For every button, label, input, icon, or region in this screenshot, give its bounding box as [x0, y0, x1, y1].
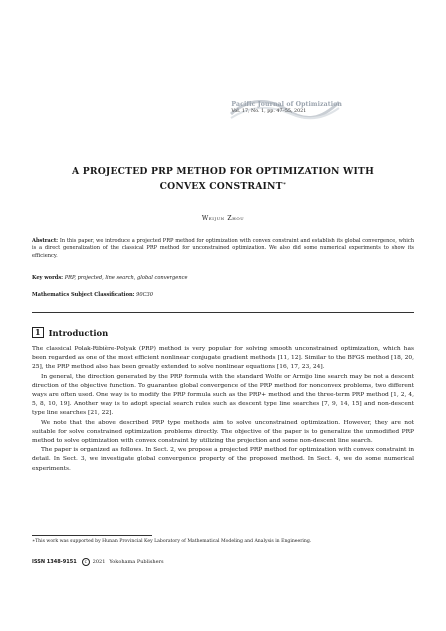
msc-classification: [32, 292, 414, 298]
footnote: ∗This work was supported by Hunan Provincial Key Laboratory of Mathematical Modeling and Analysis in Engineering.: [32, 539, 312, 544]
keywords-label: Key words:: [32, 275, 64, 281]
copyright-icon: c: [82, 558, 90, 566]
abstract: [32, 238, 414, 260]
paragraph: The classical Polak-Ribière-Polyak (PRP) method is very popular for solving smooth unconstrained optimization, which has been regarded as one of the most efficient nonlinear conjugate gradient methods [11, 12]. Similar to the BFGS method [18, 20, 25], the PRP method also has been greatly extended to solve nonlinear equations [16, 17, 23, 24].: [32, 346, 414, 371]
paragraph: We note that the above described PRP type methods aim to solve unconstrained optimization. However, they are not suitable for solve constrained optimization problems directly. The objective of the paper is to generalize the unmodified PRP method to solve optimization with convex constraint by utilizing the projection and some non-descent line search.: [32, 419, 414, 445]
author-name: Weijun Zhou: [201, 215, 245, 222]
publisher-name: Yokohama Publishers: [109, 559, 164, 565]
journal-name: Pacific Journal of Optimization: [231, 101, 342, 108]
keywords: [32, 275, 414, 281]
title-footnote-mark: ∗: [282, 181, 287, 187]
journal-header: [231, 101, 342, 114]
section-number: 1: [32, 327, 44, 338]
issn-line: [32, 558, 164, 566]
paragraph: In general, the direction generated by the PRP formula with the standard Wolfe or Armijo line search may be not a descent direction of the objective function. To guarantee global convergence of the PRP method for nonconvex problems, two different ways are often used. One way is to modify the PRP formula such as the PRP+ method and the three-term PRP method [1, 2, 4, 5, 8, 10, 19]. Another way is to adopt special search rules such as descent type line searches [7, 9, 14, 15] and non-descent type line searches [21, 22].: [32, 373, 414, 417]
footnote-divider: [32, 535, 152, 536]
journal-volume-line: Vol. 17, No. 1, pp. 47–55, 2021: [231, 109, 307, 114]
keywords-text: PRP, projected, line search, global convergence: [64, 275, 188, 281]
section-divider: [32, 312, 414, 313]
section-body: [32, 345, 414, 474]
abstract-label: Abstract:: [32, 238, 59, 244]
section-heading: [32, 327, 108, 338]
title-line-2: CONVEX CONSTRAINT: [159, 181, 283, 193]
abstract-text: In this paper, we introduce a projected PRP method for optimization with convex constraint and establish its global convergence, which is a direct generalization of the classical PRP method for unconstrained optimization. We also did some numerical experiments to show its efficiency.: [32, 238, 414, 259]
section-title: Introduction: [48, 327, 109, 338]
title-line-1: A PROJECTED PRP METHOD FOR OPTIMIZATION WITH: [72, 166, 374, 177]
paragraph: The paper is organized as follows. In Sect. 2, we propose a projected PRP method for optimization with convex constraint in detail. In Sect. 3, we investigate global convergence property of the proposed method. In Sect. 4, we do some numerical experiments.: [32, 447, 414, 472]
issn-number: ISSN 1348-9151: [32, 559, 77, 565]
msc-label: Mathematics Subject Classification:: [32, 292, 135, 298]
paper-title: [0, 165, 446, 193]
copyright-year: 2021: [92, 559, 106, 565]
msc-code: 90C30: [136, 292, 154, 298]
